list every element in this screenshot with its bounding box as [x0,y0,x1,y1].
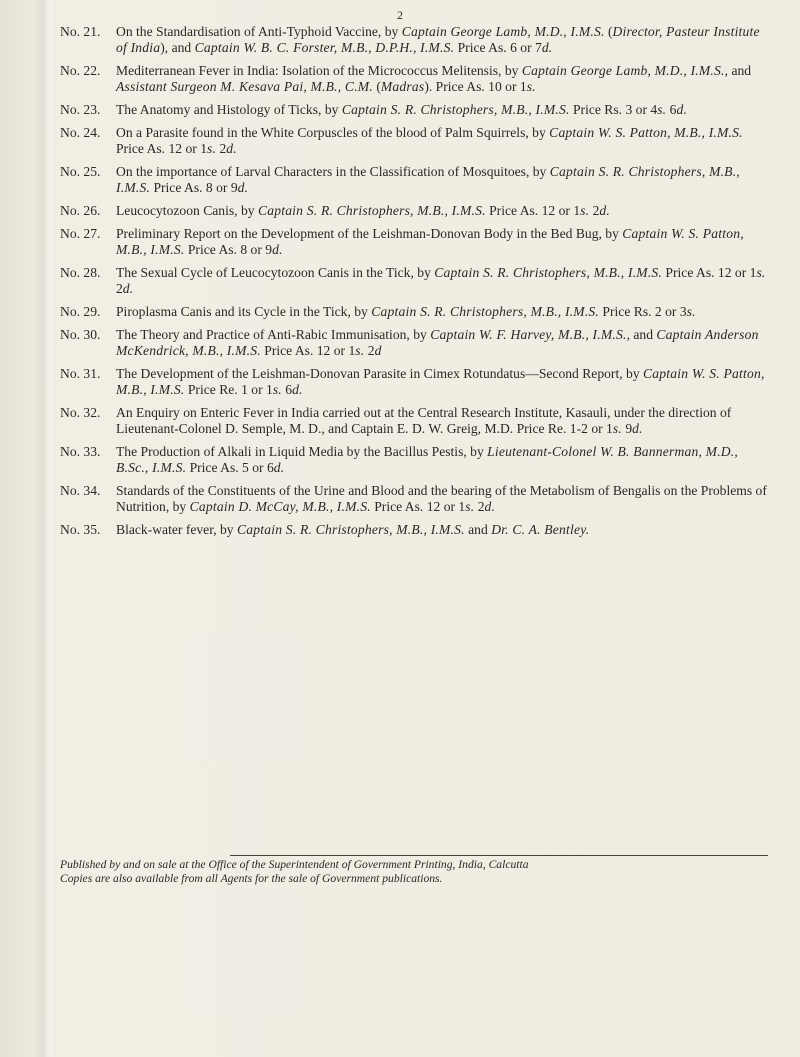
entry-italic-segment: Captain W. S. Patton, M.B., I.M.S. [549,125,743,141]
entry-italic-segment: d. [272,242,283,258]
entry-text [116,265,770,297]
entry-text-segment: Price As. 12 or 1 [260,343,356,359]
entry-text-segment: Preliminary Report on the Development of the Leishman-Donovan Body in the Bed Bug, by [116,226,623,242]
entry-italic-segment: d. [676,101,688,117]
entry-number: No. 25. [60,164,101,180]
entry-number: No. 28. [60,265,101,281]
entry-text-segment: Piroplasma Canis and its Cycle in the Tick, by [116,304,372,320]
publication-list [60,24,770,546]
publication-entry [60,24,770,56]
entry-number: No. 32. [60,405,101,421]
publication-entry [60,366,770,398]
entry-italic-segment: Captain W. S. Patton, M.B., I.M.S. [116,226,744,258]
entry-italic-segment: d. [273,460,285,476]
publication-entry [60,327,770,359]
entry-italic-segment: Captain W. F. Harvey, M.B., I.M.S. [430,327,627,343]
entry-italic-segment: Captain George Lamb, M.D., I.M.S. [401,24,605,39]
entry-number: No. 30. [60,327,101,343]
entry-text-segment: ), and [160,39,195,55]
entry-text-segment: The Theory and Practice of Anti-Rabic Immunisation, by [116,327,431,343]
entry-number: No. 34. [60,483,101,499]
entry-italic-segment: s. [355,343,365,359]
entry-text-segment: 6 [666,101,677,117]
entry-text-segment: Leucocytozoon Canis, by [116,203,258,219]
entry-text-segment: Price As. 8 or 9 [184,242,273,258]
entry-text-segment: Price Rs. 2 or 3 [599,304,687,320]
footer-publisher-line: Published by and on sale at the Office of the Superintendent of Government Printing, India, Calcutta [60,858,529,871]
entry-italic-segment: d. [122,281,134,297]
entry-text-segment: Price As. 12 or 1 [485,203,581,219]
entry-italic-segment: Captain S. R. Christophers, M.B., I.M.S. [116,164,740,195]
entry-italic-segment: Captain George Lamb, M.D., I.M.S. [521,62,725,78]
entry-italic-segment: Director, Pasteur Institute of India [116,24,760,55]
entry-italic-segment: Captain D. McCay, M.B., I.M.S. [189,499,371,515]
entry-italic-segment: Captain S. R. Christophers, M.B., I.M.S. [257,203,486,219]
entry-italic-segment: s. [580,203,590,219]
publication-entry [60,304,770,320]
publication-entry [60,522,770,538]
entry-italic-segment: Dr. C. A. Bentley. [491,522,590,538]
entry-italic-segment: d. [632,421,643,437]
entry-number: No. 35. [60,522,101,538]
entry-text-segment: Price As. 8 or 9 [150,179,238,195]
entry-text-segment: The Anatomy and Histology of Ticks, by [116,101,342,117]
entry-text-segment: Black-water fever, by [116,522,237,538]
publication-entry [60,63,770,95]
entry-number: No. 23. [60,101,101,117]
footer-rule [230,855,768,856]
publication-entry [60,483,770,515]
entry-number: No. 22. [60,62,101,78]
entry-italic-segment: s. [526,78,536,94]
entry-italic-segment: s. [272,382,282,398]
entry-italic-segment: Captain W. S. Patton, M.B., I.M.S. [116,366,765,398]
entry-number: No. 26. [60,203,101,219]
entry-number: No. 29. [60,304,101,320]
entry-text-segment: Price As. 12 or 1 [370,499,466,515]
publication-entry [60,265,770,297]
publication-entry [60,226,770,258]
entry-text-segment: , and [724,62,752,78]
page-number: 2 [397,8,403,22]
entry-text [116,522,770,538]
entry-text-segment: Price As. 5 or 6 [186,460,274,476]
entry-italic-segment: s. [465,499,475,515]
entry-text [116,102,770,118]
entry-text [116,226,770,258]
entry-text [116,327,770,359]
entry-italic-segment: s. [756,265,766,281]
publication-entry [60,405,770,437]
entry-text-segment: ( [604,24,613,39]
entry-italic-segment: Captain S. R. Christophers, M.B., I.M.S. [236,522,465,538]
entry-text [116,444,770,476]
publisher-footer [60,858,770,886]
entry-italic-segment: d [374,343,382,359]
entry-text [116,366,770,398]
entry-text-segment: On the importance of Larval Characters in the Classification of Mosquitoes, by [116,164,550,180]
footer-agents-line: Copies are also available from all Agents for the sale of Government publications. [60,872,443,885]
entry-text-segment: 2 [364,343,375,359]
entry-text-segment: The Production of Alkali in Liquid Media by the Bacillus Pestis, by [116,444,488,460]
entry-italic-segment: Captain S. R. Christophers, M.B., I.M.S. [434,265,663,281]
publication-entry [60,125,770,157]
entry-text-segment: Price Re. 1 or 1 [184,382,273,398]
entry-text-segment: 6 [281,382,293,398]
entry-text [116,63,770,95]
entry-italic-segment: Captain S. R. Christophers, M.B., I.M.S. [371,304,600,320]
entry-text [116,405,770,437]
entry-italic-segment: d. [226,140,237,156]
entry-italic-segment: Captain S. R. Christophers, M.B., I.M.S. [341,101,570,117]
entry-italic-segment: d. [599,203,611,219]
entry-text [116,304,770,320]
entry-text-segment: 2 [216,140,227,156]
entry-text-segment: On the Standardisation of Anti-Typhoid Vaccine, by [116,24,402,39]
entry-text-segment: 2 [116,281,123,297]
entry-italic-segment: Assistant Surgeon M. Kesava Pai, M.B., C.M. [116,78,373,94]
entry-number: No. 27. [60,226,101,242]
entry-text-segment: Price As. 12 or 1 [662,265,757,281]
entry-text-segment: 2 [589,203,600,219]
entry-text-segment: ). Price As. 10 or 1 [424,78,527,94]
entry-text-segment: 9 [621,421,633,437]
entry-italic-segment: s. [612,421,622,437]
entry-text-segment: Price As. 6 or 7 [454,39,542,55]
entry-text-segment: An Enquiry on Enteric Fever in India carried out at the Central Research Institute, Kasauli, under the direction of Lieutenant-Colonel D. Semple, M. D., and Captain E. D. W. Greig, M.D. Price Re. 1-2 or 1 [116,405,732,437]
entry-italic-segment: d. [484,499,496,515]
page-fold-shadow [34,0,56,1057]
entry-italic-segment: Captain W. B. C. Forster, M.B., D.P.H., I.M.S. [194,39,455,55]
entry-text-segment: Price As. 12 or 1 [116,140,207,156]
entry-text [116,125,770,157]
entry-number: No. 24. [60,125,101,141]
entry-text-segment: and [464,522,492,538]
entry-text [116,24,770,56]
publication-entry [60,164,770,196]
entry-number: No. 33. [60,444,101,460]
entry-number: No. 21. [60,24,101,39]
entry-italic-segment: Madras [380,78,425,94]
publication-entry [60,444,770,476]
entry-text [116,164,770,196]
entry-text-segment: 2 [474,499,485,515]
entry-text-segment: ( [372,78,381,94]
entry-text-segment: The Development of the Leishman-Donovan Parasite in Cimex Rotundatus—Second Report, by [116,366,644,382]
entry-italic-segment: s. [657,101,667,117]
publication-entry [60,203,770,219]
entry-number: No. 31. [60,366,101,382]
entry-text [116,483,770,515]
entry-text-segment: Mediterranean Fever in India: Isolation of the Micrococcus Melitensis, by [116,62,522,78]
entry-text-segment: The Sexual Cycle of Leucocytozoon Canis in the Tick, by [116,265,435,281]
entry-text-segment: , and [626,327,657,343]
entry-italic-segment: d. [292,382,303,398]
publication-entry [60,102,770,118]
entry-text-segment: Price Rs. 3 or 4 [569,101,658,117]
entry-italic-segment: d. [541,39,553,55]
entry-italic-segment: s. [207,140,217,156]
entry-italic-segment: d. [237,179,249,195]
entry-text-segment: On a Parasite found in the White Corpuscles of the blood of Palm Squirrels, by [116,125,550,141]
entry-text [116,203,770,219]
entry-italic-segment: Lieutenant-Colonel W. B. Bannerman, M.D., B.Sc., I.M.S. [116,444,739,476]
entry-text-segment: Standards of the Constituents of the Urine and Blood and the bearing of the Metabolism of Bengalis on the Problems of Nutrition, by [116,483,767,515]
entry-italic-segment: Captain Anderson McKendrick, M.B., I.M.S. [116,327,759,359]
entry-italic-segment: s. [686,304,696,320]
